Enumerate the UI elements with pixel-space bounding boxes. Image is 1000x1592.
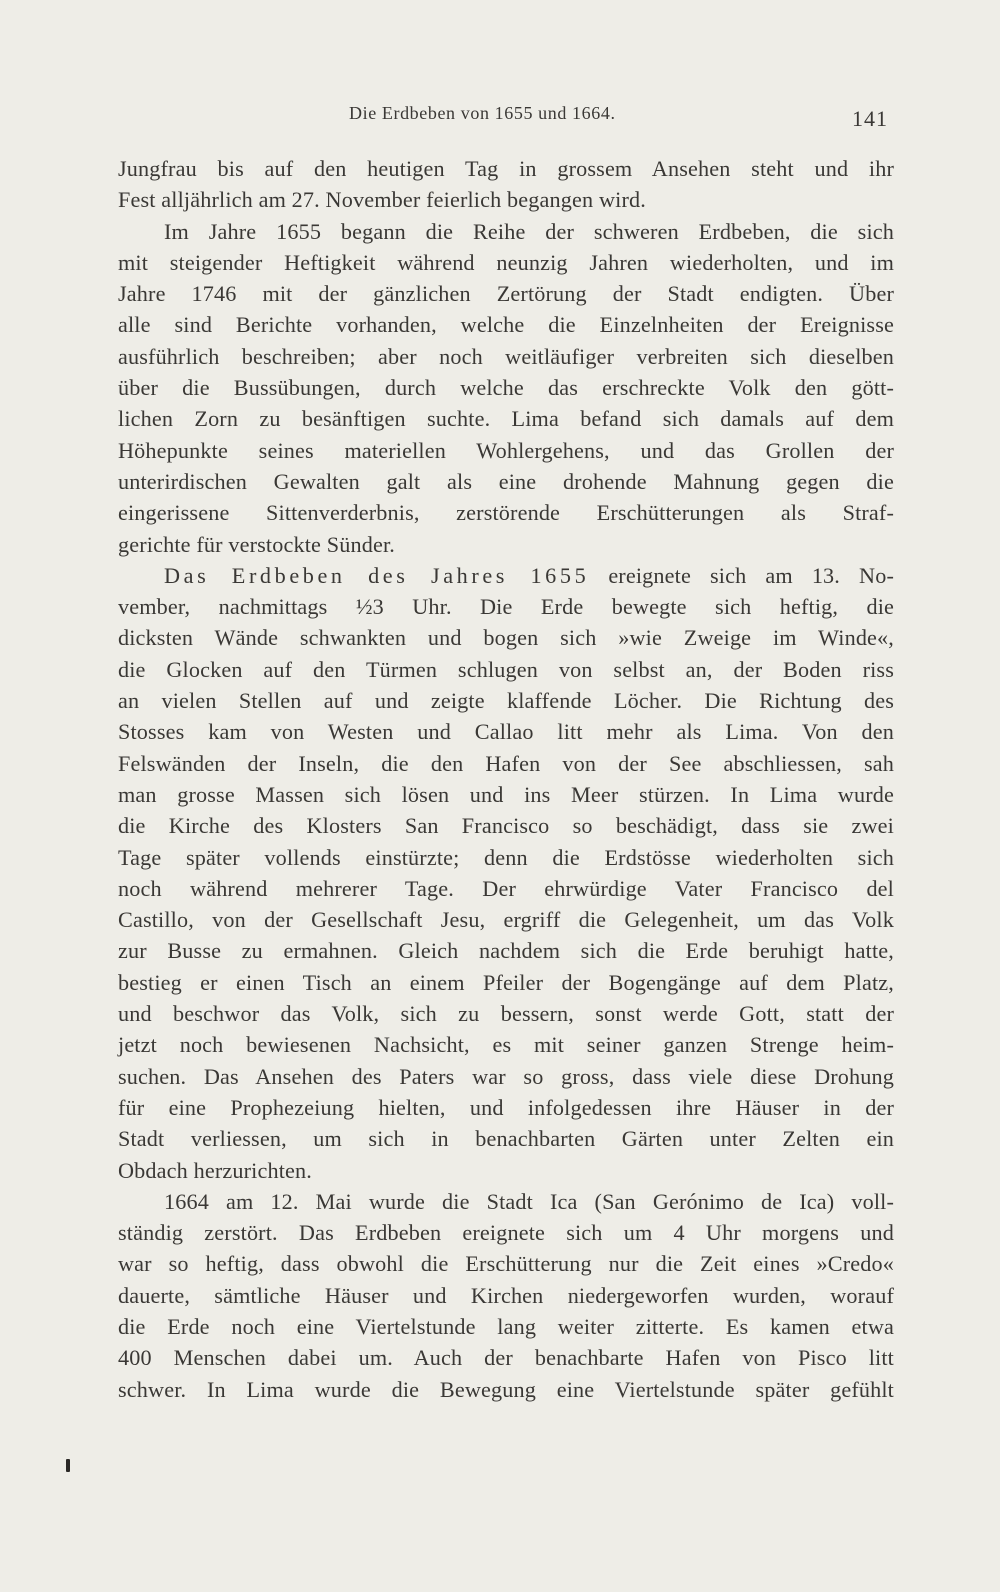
text-line: eingerissene Sittenverderbnis, zerstörende Erschütterungen als Straf- [118,500,894,526]
text-line: die Kirche des Klosters San Francisco so beschädigt, dass sie zwei [118,813,894,839]
text-line: Jahre 1746 mit der gänzlichen Zertörung der Stadt endigten. Über [118,281,894,307]
text-line: zur Busse zu ermahnen. Gleich nachdem sich die Erde beruhigt hatte, [118,938,894,964]
text-line: noch während mehrerer Tage. Der ehrwürdige Vater Francisco del [118,875,894,901]
text-line: Obdach herzurichten. [118,1157,312,1183]
text-line: Stadt verliessen, um sich in benachbarten Gärten unter Zelten ein [118,1126,894,1152]
text-line: vember, nachmittags ½3 Uhr. Die Erde bewegte sich heftig, die [118,594,894,620]
text-line: lichen Zorn zu besänftigen suchte. Lima befand sich damals auf dem [118,406,894,432]
page-number: 141 [852,106,888,131]
text-line: ständig zerstört. Das Erdbeben ereignete sich um 4 Uhr morgens und [118,1220,894,1246]
text-line: gerichte für verstockte Sünder. [118,531,395,557]
running-title: Die Erdbeben von 1655 und 1664. [349,103,616,123]
text-line: die Glocken auf den Türmen schlugen von selbst an, der Boden riss [118,656,894,682]
body-text [118,153,894,1405]
text-line: mit steigender Heftigkeit während neunzig Jahren wiederholten, und im [118,249,894,275]
text-line: Im Jahre 1655 begann die Reihe der schweren Erdbeben, die sich [164,218,894,244]
text-line: über die Bussübungen, durch welche das erschreckte Volk den gött- [118,375,894,401]
text-line: dicksten Wände schwankten und bogen sich »wie Zweige im Winde«, [118,625,894,651]
text-line: schwer. In Lima wurde die Bewegung eine Viertelstunde später gefühlt [118,1376,894,1402]
text-line: an vielen Stellen auf und zeigte klaffende Löcher. Die Richtung des [118,688,894,714]
line-rest: ereignete sich am 13. No- [608,562,894,588]
text-line: jetzt noch bewiesenen Nachsicht, es mit seiner ganzen Strenge heim- [118,1032,894,1058]
text-line: alle sind Berichte vorhanden, welche die Einzelnheiten der Ereignisse [118,312,894,338]
text-line: Höhepunkte seines materiellen Wohlergehens, und das Grollen der [118,437,894,463]
text-line: war so heftig, dass obwohl die Erschütterung nur die Zeit eines »Credo« [118,1251,894,1277]
text-line: dauerte, sämtliche Häuser und Kirchen niedergeworfen wurden, worauf [118,1282,894,1308]
text-line: Castillo, von der Gesellschaft Jesu, ergriff die Gelegenheit, um das Volk [118,907,894,933]
text-line: die Erde noch eine Viertelstunde lang weiter zitterte. Es kamen etwa [118,1313,894,1339]
margin-ink-mark [66,1459,70,1472]
text-line: unterirdischen Gewalten galt als eine drohende Mahnung gegen die [118,468,894,494]
text-line: für eine Prophezeiung hielten, und infolgedessen ihre Häuser in der [118,1094,894,1120]
text-line: suchen. Das Ansehen des Paters war so gross, dass viele diese Drohung [118,1063,894,1089]
text-line: man grosse Massen sich lösen und ins Meer stürzen. In Lima wurde [118,781,894,807]
text-line: 1664 am 12. Mai wurde die Stadt Ica (San Gerónimo de Ica) voll- [164,1188,894,1214]
text-line: bestieg er einen Tisch an einem Pfeiler der Bogengänge auf dem Platz, [118,969,894,995]
text-line: Fest alljährlich am 27. November feierlich begangen wird. [118,187,646,213]
text-line: ausführlich beschreiben; aber noch weitläufiger verbreiten sich dieselben [118,343,894,369]
text-line: Tage später vollends einstürzte; denn die Erdstösse wiederholten sich [118,844,894,870]
text-line: und beschwor das Volk, sich zu bessern, sonst werde Gott, statt der [118,1001,894,1027]
text-line: Felswänden der Inseln, die den Hafen von der See abschliessen, sah [118,750,894,776]
text-line: Jungfrau bis auf den heutigen Tag in grossem Ansehen steht und ihr [118,156,894,181]
text-line: 400 Menschen dabei um. Auch der benachbarte Hafen von Pisco litt [118,1345,894,1371]
text-line [118,560,894,591]
spaced-lead: Das Erdbeben des Jahres 1655 [164,562,590,588]
text-line: Stosses kam von Westen und Callao litt mehr als Lima. Von den [118,719,894,745]
